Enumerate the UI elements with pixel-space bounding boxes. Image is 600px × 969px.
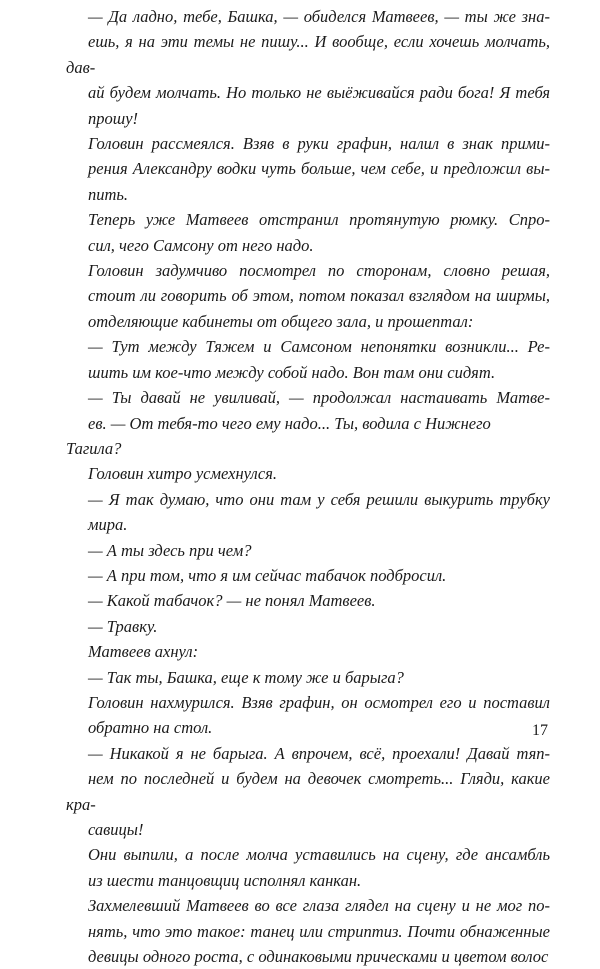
text-line: — Я так думаю, что они там у себя решили выкурить трубку bbox=[88, 489, 550, 509]
text-line: девицы одного роста, с одинаковыми прическами и цветом волос bbox=[88, 947, 549, 967]
paragraph bbox=[66, 741, 550, 843]
text-line: шить им кое-что между собой надо. Вон там они сидят. bbox=[88, 362, 496, 382]
paragraph bbox=[66, 207, 550, 258]
paragraph bbox=[66, 461, 550, 486]
paragraph bbox=[66, 842, 550, 893]
page-number: 17 bbox=[532, 722, 548, 739]
text-line: — Никакой я не барыга. А впрочем, всё, проехали! Давай тяп- bbox=[88, 743, 550, 763]
paragraph bbox=[66, 563, 550, 588]
text-line: из шести танцовщиц исполнял канкан. bbox=[88, 870, 362, 890]
text-line: ешь, я на эти темы не пишу... И вообще, если хочешь молчать, дав- bbox=[66, 32, 550, 77]
text-line: отделяющие кабинеты от общего зала, и прошептал: bbox=[88, 311, 474, 331]
paragraph bbox=[66, 4, 550, 131]
paragraph bbox=[66, 614, 550, 639]
paragraph bbox=[66, 538, 550, 563]
text-line: нять, что это такое: танец или стриптиз. Почти обнаженные bbox=[88, 921, 550, 941]
text-line: нем по последней и будем на девочек смотреть... Гляди, какие кра- bbox=[66, 769, 550, 814]
text-line: ев. — От тебя-то чего ему надо... Ты, водила с Нижнего Тагила? bbox=[66, 413, 491, 458]
text-line: Они выпили, а после молча уставились на сцену, где ансамбль bbox=[88, 845, 550, 865]
text-line: мира. bbox=[88, 515, 128, 535]
paragraph bbox=[66, 258, 550, 334]
paragraph bbox=[66, 893, 550, 969]
text-line: ай будем молчать. Но только не выёживайся ради бога! Я тебя bbox=[88, 83, 550, 103]
text-line: — А при том, что я им сейчас табачок подбросил. bbox=[88, 565, 447, 585]
text-line: — Какой табачок? — не понял Матвеев. bbox=[88, 591, 376, 611]
text-line: стоит ли говорить об этом, потом показал взглядом на ширмы, bbox=[88, 286, 550, 306]
text-line: Матвеев ахнул: bbox=[88, 642, 199, 662]
paragraph bbox=[66, 690, 550, 741]
text-line: — Ты давай не увиливай, — продолжал настаивать Матве- bbox=[88, 388, 550, 408]
text-line: сил, чего Самсону от него надо. bbox=[88, 235, 314, 255]
text-line: Головин задумчиво посмотрел по сторонам, словно решая, bbox=[88, 261, 550, 281]
page-body-text bbox=[66, 4, 550, 969]
text-line: Теперь уже Матвеев отстранил протянутую рюмку. Спро- bbox=[88, 210, 550, 230]
paragraph bbox=[66, 334, 550, 385]
text-line: савицы! bbox=[88, 820, 144, 839]
text-line: — А ты здесь при чем? bbox=[88, 540, 252, 560]
text-line: прошу! bbox=[88, 108, 139, 128]
text-line: пить. bbox=[88, 184, 129, 204]
text-line: Головин нахмурился. Взяв графин, он осмотрел его и поставил bbox=[88, 692, 550, 712]
paragraph bbox=[66, 665, 550, 690]
text-line: Головин рассмеялся. Взяв в руки графин, налил в знак прими- bbox=[88, 134, 550, 154]
text-line: — Травку. bbox=[88, 616, 158, 636]
paragraph bbox=[66, 588, 550, 613]
text-line: — Тут между Тяжем и Самсоном непонятки возникли... Ре- bbox=[88, 337, 550, 357]
paragraph bbox=[66, 385, 550, 461]
paragraph bbox=[66, 487, 550, 538]
text-line: — Да ладно, тебе, Башка, — обиделся Матвеев, — ты же зна- bbox=[88, 7, 550, 26]
text-line: Головин хитро усмехнулся. bbox=[88, 464, 278, 484]
text-line: обратно на стол. bbox=[88, 718, 213, 738]
paragraph bbox=[66, 131, 550, 207]
text-line: рения Александру водки чуть больше, чем себе, и предложил вы- bbox=[88, 159, 550, 179]
text-line: Захмелевший Матвеев во все глаза глядел на сцену и не мог по- bbox=[88, 896, 550, 916]
text-line: — Так ты, Башка, еще к тому же и барыга? bbox=[88, 667, 404, 687]
paragraph bbox=[66, 639, 550, 664]
